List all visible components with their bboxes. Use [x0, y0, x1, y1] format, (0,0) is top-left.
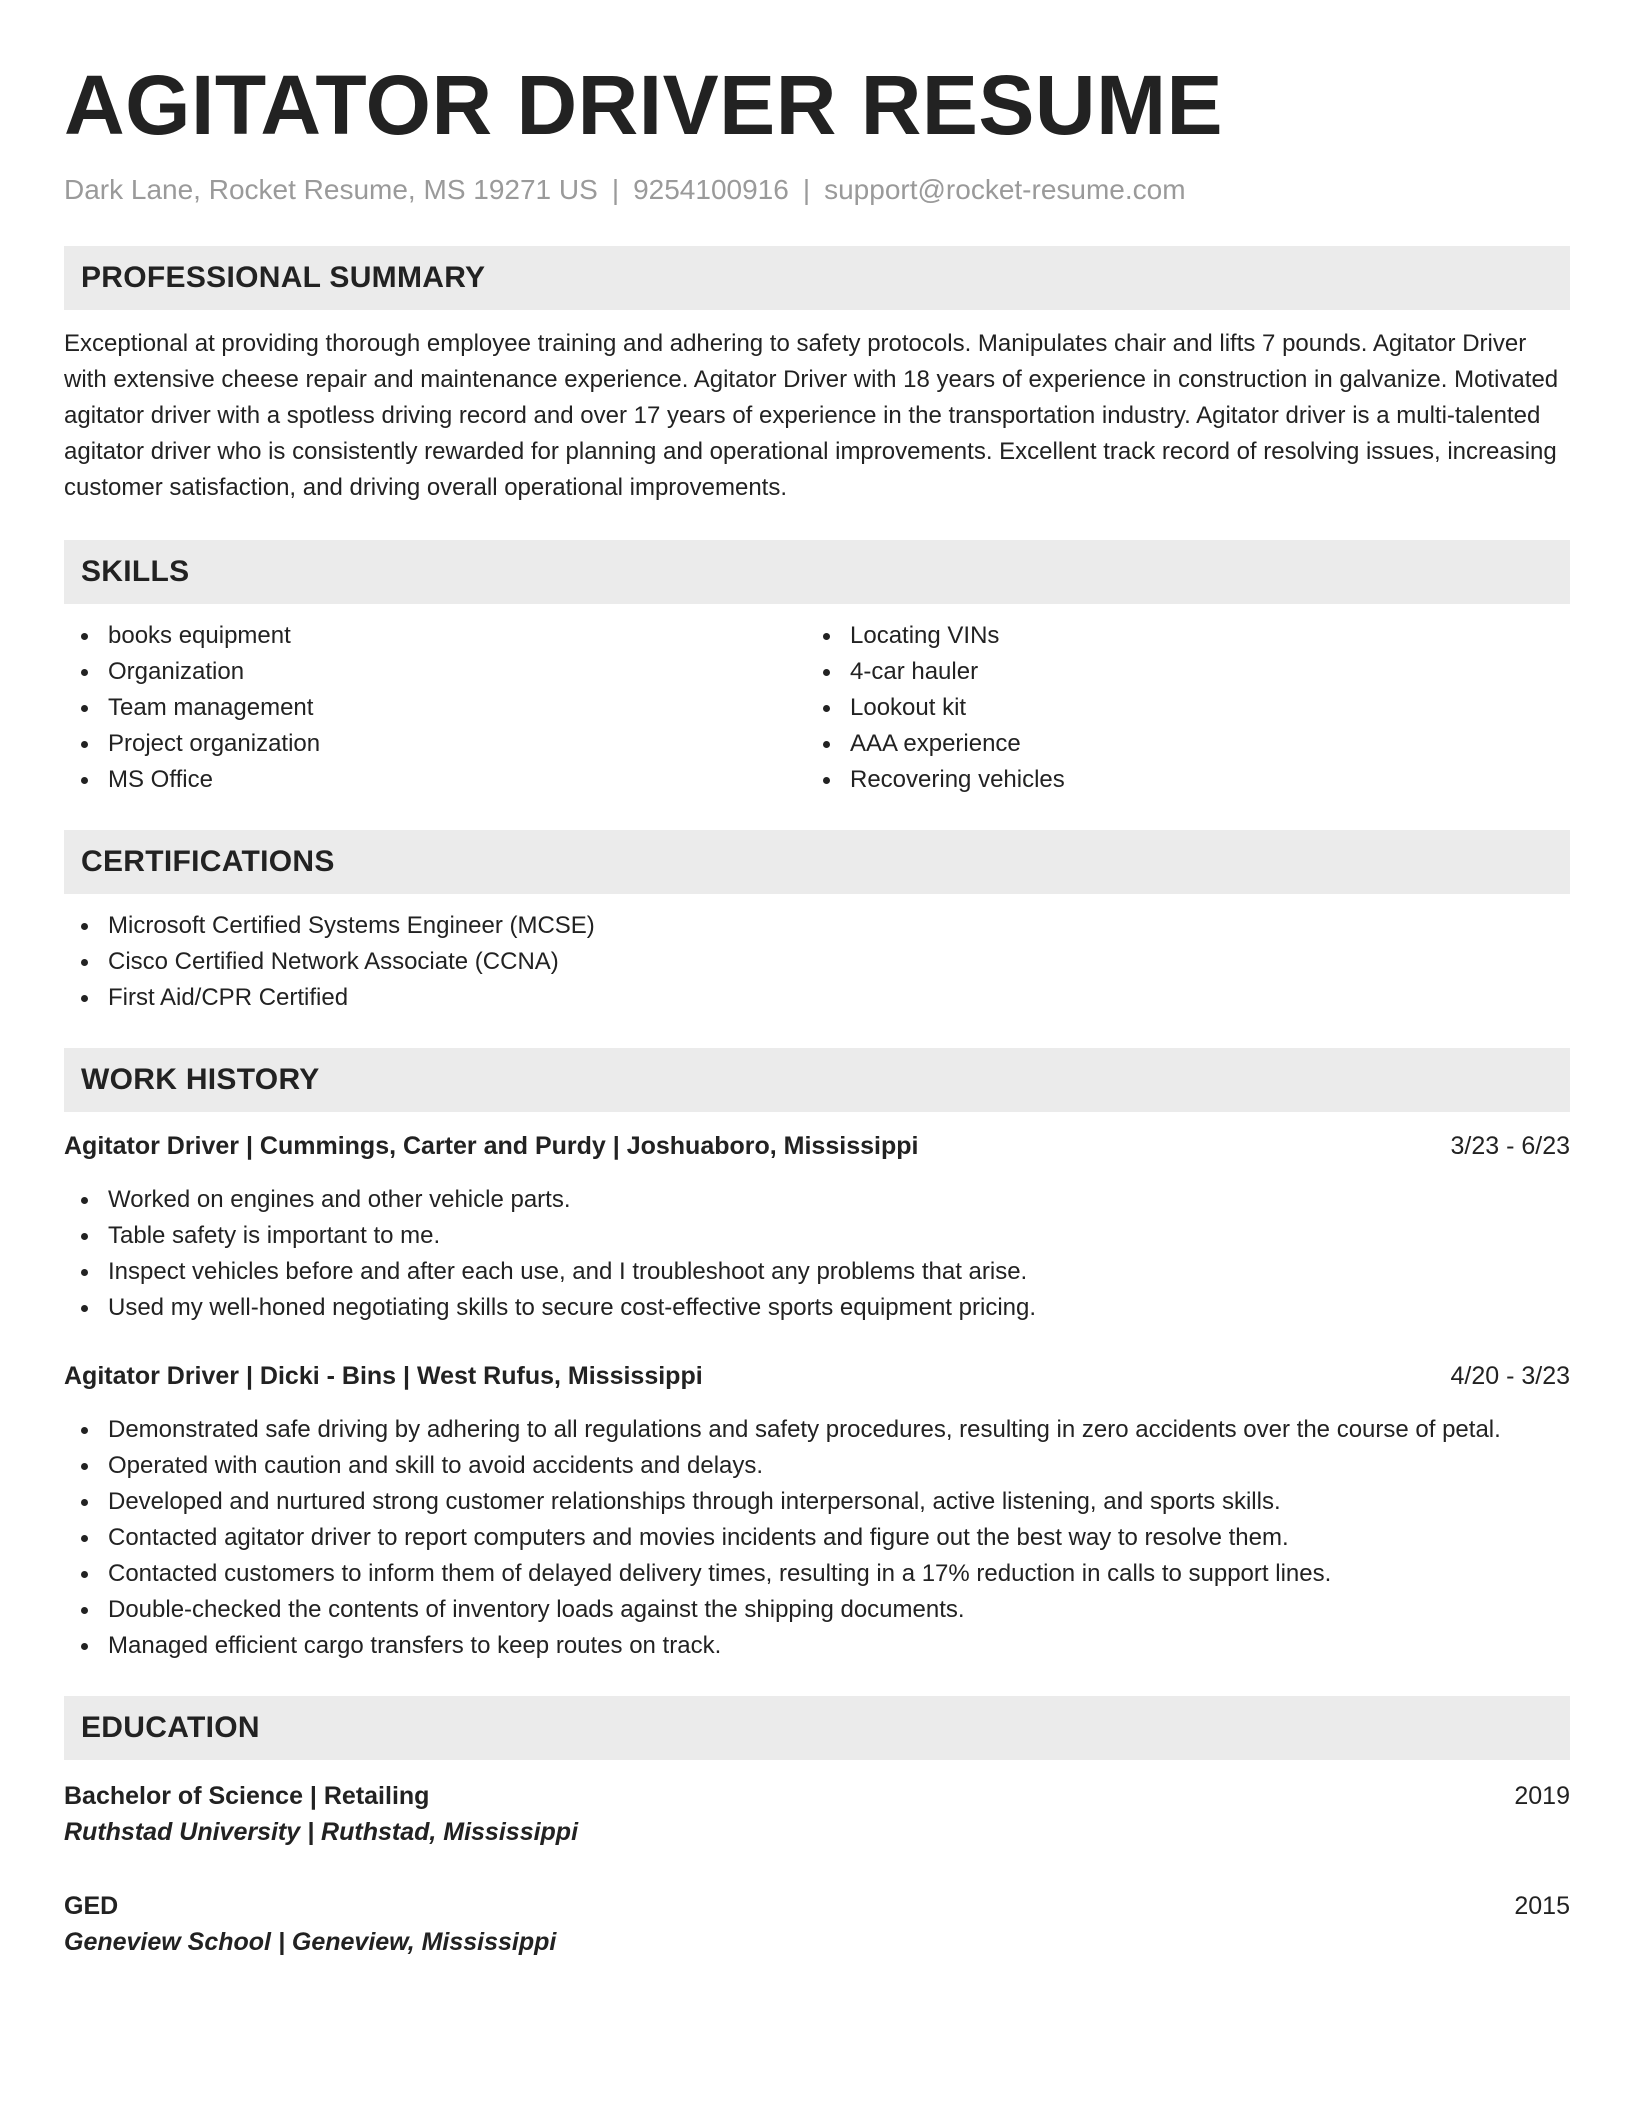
contact-line: [64, 173, 1570, 207]
job-entry: [64, 1128, 1570, 1326]
contact-separator: |: [611, 174, 620, 205]
skills-column-right: [806, 618, 1548, 798]
certification-item: Cisco Certified Network Associate (CCNA): [64, 944, 1570, 980]
skills-heading: SKILLS: [64, 540, 1570, 604]
skill-item: books equipment: [64, 618, 806, 654]
skill-item: Lookout kit: [806, 690, 1548, 726]
job-title: Agitator Driver | Cummings, Carter and Purdy | Joshuaboro, Mississippi: [64, 1132, 919, 1160]
skill-item: Locating VINs: [806, 618, 1548, 654]
resume-page: [64, 0, 1570, 1960]
contact-separator: |: [802, 174, 811, 205]
summary-text: Exceptional at providing thorough employee training and adhering to safety protocols. Manipulates chair and lifts 7 pounds. Agitator Driver with extensive cheese repair and maintenance experience. Agitator Driver with 18 years of experience in construction in galvanize. Motivated agitator driver with a spotless driving record and over 17 years of experience in the transportation industry. Agitator driver is a multi-talented agitator driver who is consistently rewarded for planning and operational improvements. Excellent track record of resolving issues, increasing customer satisfaction, and driving overall operational improvements.: [64, 330, 1559, 501]
certifications-heading: CERTIFICATIONS: [64, 830, 1570, 894]
education-header: [64, 1778, 1570, 1814]
job-dates: 4/20 - 3/23: [1450, 1362, 1570, 1390]
skill-item: MS Office: [64, 762, 806, 798]
skill-item: AAA experience: [806, 726, 1548, 762]
job-duty: Contacted agitator driver to report computers and movies incidents and figure out the best way to resolve them.: [64, 1520, 1570, 1556]
job-duty: Inspect vehicles before and after each use, and I troubleshoot any problems that arise.: [64, 1254, 1570, 1290]
skill-item: 4-car hauler: [806, 654, 1548, 690]
skill-item: Organization: [64, 654, 806, 690]
work-history-heading: WORK HISTORY: [64, 1048, 1570, 1112]
skills-column-left: [64, 618, 806, 798]
skills-list: [64, 618, 1570, 798]
skill-item: Project organization: [64, 726, 806, 762]
contact-phone: 9254100916: [633, 174, 789, 205]
contact-address: Dark Lane, Rocket Resume, MS 19271 US: [64, 174, 598, 205]
education-school: Geneview School | Geneview, Mississippi: [64, 1928, 557, 1956]
contact-email: support@rocket-resume.com: [824, 174, 1186, 205]
job-duty: Demonstrated safe driving by adhering to all regulations and safety procedures, resulting in zero accidents over the course of petal.: [64, 1412, 1570, 1448]
job-dates: 3/23 - 6/23: [1450, 1132, 1570, 1160]
job-header: [64, 1128, 1570, 1164]
certifications-list: [64, 908, 1570, 1016]
education-school: Ruthstad University | Ruthstad, Mississippi: [64, 1818, 579, 1846]
education-header: [64, 1888, 1570, 1924]
job-duty: Managed efficient cargo transfers to keep routes on track.: [64, 1628, 1570, 1664]
job-duty: Double-checked the contents of inventory loads against the shipping documents.: [64, 1592, 1570, 1628]
summary-heading: PROFESSIONAL SUMMARY: [64, 246, 1570, 310]
job-title: Agitator Driver | Dicki - Bins | West Rufus, Mississippi: [64, 1362, 703, 1390]
job-duty: Table safety is important to me.: [64, 1218, 1570, 1254]
resume-title: AGITATOR DRIVER RESUME: [64, 58, 1224, 152]
education-year: 2019: [1514, 1782, 1570, 1810]
job-header: [64, 1358, 1570, 1394]
job-duty: Worked on engines and other vehicle parts.: [64, 1182, 1570, 1218]
job-duty: Used my well-honed negotiating skills to secure cost-effective sports equipment pricing.: [64, 1290, 1570, 1326]
job-duty: Developed and nurtured strong customer relationships through interpersonal, active listening, and sports skills.: [64, 1484, 1570, 1520]
education-degree: Bachelor of Science | Retailing: [64, 1782, 430, 1810]
certification-item: Microsoft Certified Systems Engineer (MCSE): [64, 908, 1570, 944]
education-entry: [64, 1778, 1570, 1850]
education-degree: GED: [64, 1892, 119, 1920]
education-heading: EDUCATION: [64, 1696, 1570, 1760]
skill-item: Team management: [64, 690, 806, 726]
education-year: 2015: [1514, 1892, 1570, 1920]
skill-item: Recovering vehicles: [806, 762, 1548, 798]
education-entry: [64, 1888, 1570, 1960]
job-duties: [64, 1182, 1570, 1326]
job-duties: [64, 1412, 1570, 1664]
job-duty: Operated with caution and skill to avoid accidents and delays.: [64, 1448, 1570, 1484]
job-duty: Contacted customers to inform them of delayed delivery times, resulting in a 17% reduction in calls to support lines.: [64, 1556, 1570, 1592]
certification-item: First Aid/CPR Certified: [64, 980, 1570, 1016]
job-entry: [64, 1358, 1570, 1664]
